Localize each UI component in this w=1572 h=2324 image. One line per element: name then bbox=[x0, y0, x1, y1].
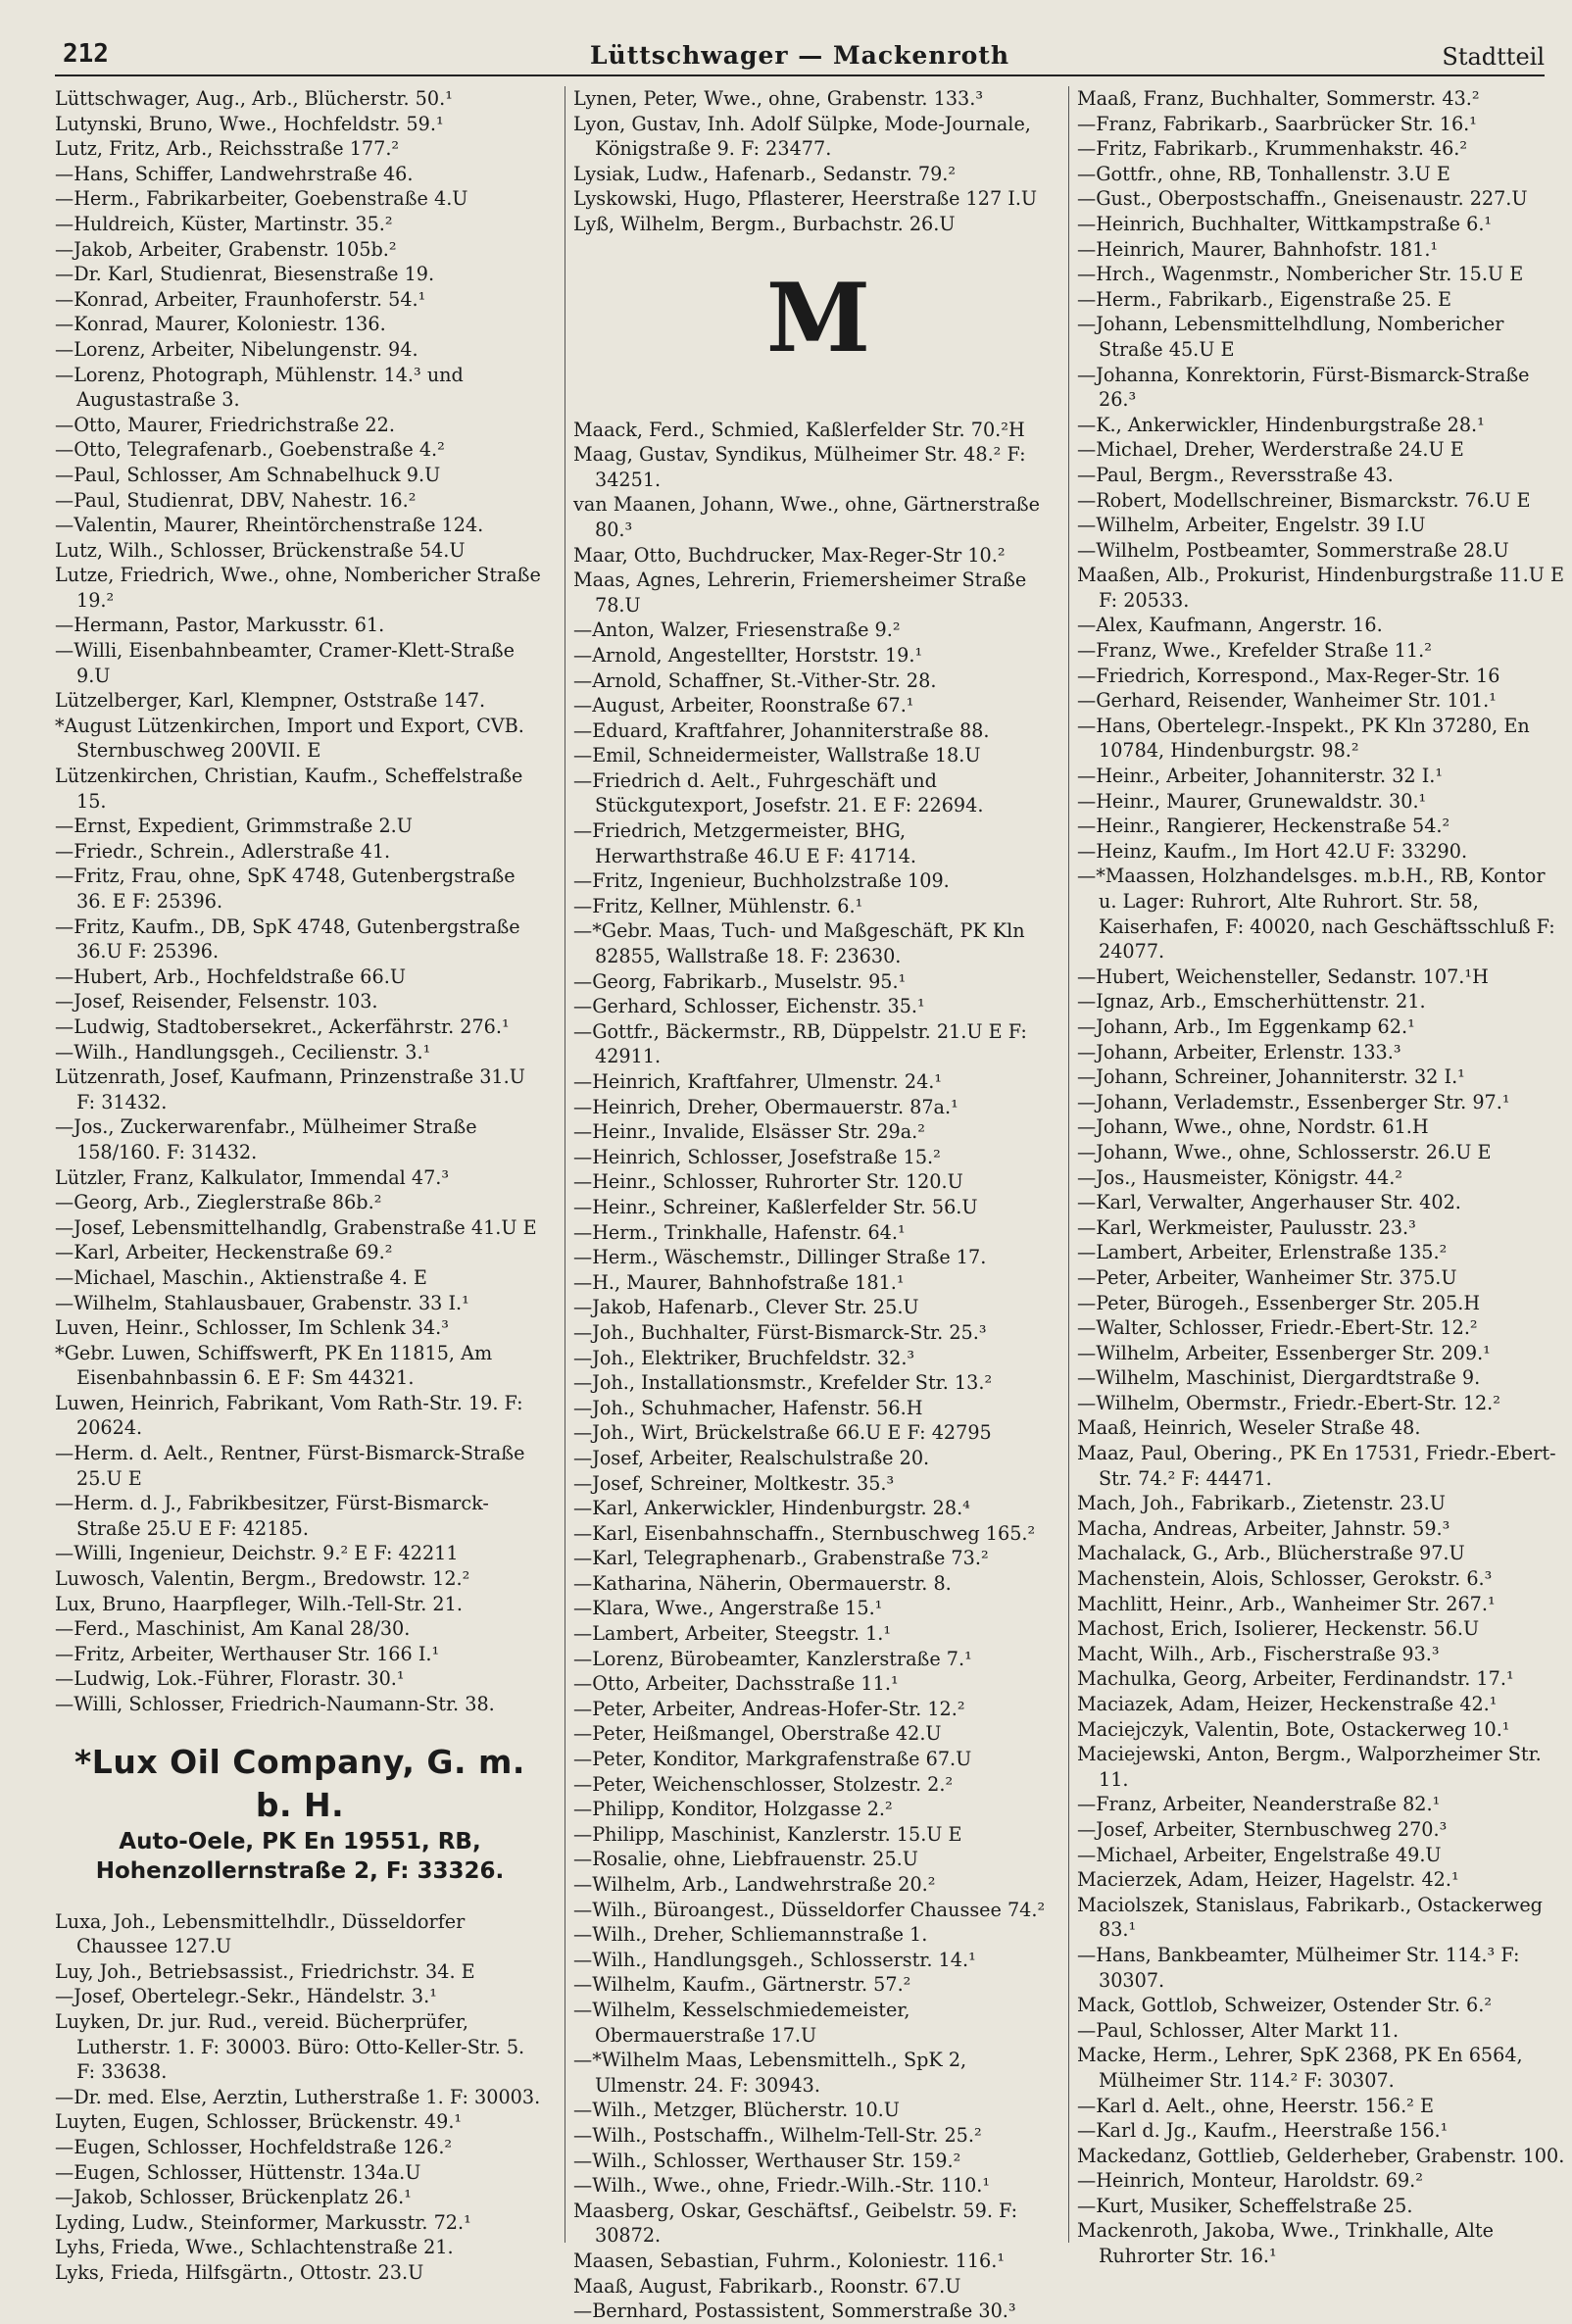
directory-entry: —Wilh., Handlungsgeh., Schlosserstr. 14.¹ bbox=[573, 1948, 976, 1971]
directory-entry: —Hans, Schiffer, Landwehrstraße 46. bbox=[55, 162, 414, 185]
directory-entry: Lyhs, Frieda, Wwe., Schlachtenstraße 21. bbox=[55, 2236, 454, 2259]
directory-entry: —Josef, Arbeiter, Realschulstraße 20. bbox=[573, 1446, 930, 1469]
ad-line-1: Auto-Oele, PK En 19551, RB, bbox=[119, 1828, 481, 1854]
directory-entry: Maack, Ferd., Schmied, Kaßlerfelder Str. 70.²H bbox=[573, 418, 1025, 441]
directory-entry: —Heinr., Maurer, Grunewaldstr. 30.¹ bbox=[1077, 789, 1427, 813]
directory-entry: —Heinrich, Schlosser, Josefstraße 15.² bbox=[573, 1145, 941, 1168]
directory-entry: —Friedrich d. Aelt., Fuhrgeschäft und Stückgutexport, Josefstr. 21. E F: 22694. bbox=[573, 768, 984, 817]
directory-entry: —Johann, Verlademstr., Essenberger Str. 97.¹ bbox=[1077, 1090, 1510, 1113]
directory-entry: —Michael, Maschin., Aktienstraße 4. E bbox=[55, 1265, 427, 1289]
directory-entry: —Karl, Eisenbahnschaffn., Sternbuschweg 165.² bbox=[573, 1521, 1036, 1545]
directory-entry: —Herm. d. Aelt., Rentner, Fürst-Bismarck-Straße 25.U E bbox=[55, 1442, 525, 1490]
directory-entry: —Johann, Wwe., ohne, Schlosserstr. 26.U E bbox=[1077, 1140, 1492, 1163]
directory-entry: —Wilh., Handlungsgeh., Cecilienstr. 3.¹ bbox=[55, 1040, 431, 1063]
directory-entry: —Robert, Modellschreiner, Bismarckstr. 76.U E bbox=[1077, 488, 1531, 512]
directory-entry: —Herm. d. J., Fabrikbesitzer, Fürst-Bismarck-Straße 25.U E F: 42185. bbox=[55, 1492, 489, 1540]
directory-entry: —Josef, Schreiner, Moltkestr. 35.³ bbox=[573, 1471, 895, 1495]
directory-entry: Mack, Gottlob, Schweizer, Ostender Str. 6.² bbox=[1077, 1994, 1493, 2017]
directory-entry: —Jakob, Arbeiter, Grabenstr. 105b.² bbox=[55, 237, 397, 261]
directory-entry: Maasen, Sebastian, Fuhrm., Koloniestr. 116.¹ bbox=[573, 2249, 1006, 2272]
entries-col1-a bbox=[55, 86, 545, 1717]
directory-entry: —Eugen, Schlosser, Hüttenstr. 134a.U bbox=[55, 2160, 421, 2184]
directory-entry: Lyks, Frieda, Hilfsgärtn., Ottostr. 23.U bbox=[55, 2260, 424, 2284]
directory-entry: —Herm., Trinkhalle, Hafenstr. 64.¹ bbox=[573, 1220, 906, 1244]
directory-entry: —Joh., Elektriker, Bruchfeldstr. 32.³ bbox=[573, 1346, 915, 1369]
directory-entry: —Valentin, Maurer, Rheintörchenstraße 124. bbox=[55, 514, 484, 537]
directory-entry: —Heinrich, Dreher, Obermauerstr. 87a.¹ bbox=[573, 1095, 958, 1118]
directory-entry: —Georg, Fabrikarb., Muselstr. 95.¹ bbox=[573, 969, 907, 993]
directory-entry: —Lorenz, Photograph, Mühlenstr. 14.³ und Augustastraße 3. bbox=[55, 363, 464, 412]
directory-entry: —Katharina, Näherin, Obermauerstr. 8. bbox=[573, 1571, 952, 1595]
directory-entry: —Herm., Wäschemstr., Dillinger Straße 17. bbox=[573, 1246, 987, 1269]
directory-entry: —Jos., Hausmeister, Königstr. 44.² bbox=[1077, 1165, 1402, 1189]
directory-entry: —Herm., Fabrikarbeiter, Goebenstraße 4.U bbox=[55, 187, 468, 211]
directory-entry: —Anton, Walzer, Friesenstraße 9.² bbox=[573, 618, 901, 642]
directory-entry: —Fritz, Arbeiter, Werthauser Str. 166 I.¹ bbox=[55, 1642, 440, 1665]
directory-entry: Macke, Herm., Lehrer, SpK 2368, PK En 6564, Mülheimer Str. 114.² F: 30307. bbox=[1077, 2044, 1523, 2092]
directory-entry: —Konrad, Arbeiter, Fraunhoferstr. 54.¹ bbox=[55, 287, 426, 311]
directory-entry: Lützler, Franz, Kalkulator, Immendal 47.³ bbox=[55, 1165, 450, 1189]
directory-entry: —H., Maurer, Bahnhofstraße 181.¹ bbox=[573, 1270, 905, 1294]
directory-entry: —Heinr., Invalide, Elsässer Str. 29a.² bbox=[573, 1120, 925, 1144]
directory-entry: Lutz, Wilh., Schlosser, Brückenstraße 54.U bbox=[55, 538, 466, 562]
directory-entry: —Georg, Arb., Zieglerstraße 86b.² bbox=[55, 1191, 382, 1214]
directory-entry: —Paul, Schlosser, Alter Markt 11. bbox=[1077, 2018, 1400, 2042]
directory-entry: Maag, Gustav, Syndikus, Mülheimer Str. 48.² F: 34251. bbox=[573, 443, 1026, 491]
directory-entry: —Joh., Installationsmstr., Krefelder Str. 13.² bbox=[573, 1371, 993, 1395]
ad-line-2: Hohenzollernstraße 2, F: 33326. bbox=[95, 1857, 505, 1884]
section-label: Stadtteil bbox=[1442, 43, 1545, 71]
directory-entry: —Otto, Telegrafenarb., Goebenstraße 4.² bbox=[55, 438, 445, 462]
directory-entry: —Hermann, Pastor, Markusstr. 61. bbox=[55, 614, 385, 637]
directory-entry: —August, Arbeiter, Roonstraße 67.¹ bbox=[573, 694, 914, 717]
directory-entry: —Johann, Lebensmittelhdlung, Nombericher Straße 45.U E bbox=[1077, 313, 1504, 361]
directory-entry: van Maanen, Johann, Wwe., ohne, Gärtnerstraße 80.³ bbox=[573, 493, 1040, 541]
directory-entry: —Wilh., Postschaffn., Wilhelm-Tell-Str. 25.² bbox=[573, 2123, 982, 2147]
directory-entry: Lützelberger, Karl, Klempner, Oststraße 147. bbox=[55, 689, 486, 713]
directory-entry: Lützenkirchen, Christian, Kaufm., Scheffelstraße 15. bbox=[55, 765, 523, 813]
directory-entry: Lyding, Ludw., Steinformer, Markusstr. 72.¹ bbox=[55, 2210, 471, 2234]
directory-entry: —Lambert, Arbeiter, Steegstr. 1.¹ bbox=[573, 1622, 892, 1646]
page-number: 212 bbox=[63, 39, 109, 69]
directory-entry: —Arnold, Schaffner, St.-Vither-Str. 28. bbox=[573, 668, 937, 692]
directory-entry: —Ludwig, Stadtobersekret., Ackerfährstr. 276.¹ bbox=[55, 1014, 510, 1038]
column-1 bbox=[55, 86, 545, 2284]
directory-entry: Luyken, Dr. jur. Rud., vereid. Bücherprüfer, Lutherstr. 1. F: 30003. Büro: Otto-Keller-Str. 5. F: 33638. bbox=[55, 2009, 525, 2084]
directory-entry: —Heinrich, Kraftfahrer, Ulmenstr. 24.¹ bbox=[573, 1070, 943, 1093]
directory-entry: —Heinz, Kaufm., Im Hort 42.U F: 33290. bbox=[1077, 839, 1468, 863]
directory-entry: —Joh., Buchhalter, Fürst-Bismarck-Str. 25.³ bbox=[573, 1320, 987, 1344]
directory-entry: —Karl, Ankerwickler, Hindenburgstr. 28.⁴ bbox=[573, 1497, 970, 1520]
directory-entry: —Heinr., Arbeiter, Johanniterstr. 32 I.¹ bbox=[1077, 765, 1444, 788]
directory-entry: —Lorenz, Bürobeamter, Kanzlerstraße 7.¹ bbox=[573, 1647, 972, 1670]
directory-entry: —Wilhelm, Obermstr., Friedr.-Ebert-Str. 12.² bbox=[1077, 1391, 1500, 1414]
directory-entry: Maasberg, Oskar, Geschäftsf., Geibelstr. 59. F: 30872. bbox=[573, 2199, 1018, 2248]
directory-entry: —Herm., Fabrikarb., Eigenstraße 25. E bbox=[1077, 287, 1451, 311]
directory-entry: —Ludwig, Lok.-Führer, Florastr. 30.¹ bbox=[55, 1667, 405, 1691]
directory-entry: —Heinrich, Monteur, Haroldstr. 69.² bbox=[1077, 2169, 1423, 2193]
directory-entry: —Kurt, Musiker, Scheffelstraße 25. bbox=[1077, 2194, 1413, 2217]
directory-entry: Lutze, Friedrich, Wwe., ohne, Nombericher Straße 19.² bbox=[55, 564, 541, 612]
directory-entry: —Heinrich, Buchhalter, Wittkampstraße 6.¹ bbox=[1077, 212, 1493, 235]
directory-entry: Luwen, Heinrich, Fabrikant, Vom Rath-Str. 19. F: 20624. bbox=[55, 1391, 523, 1440]
directory-entry: Machost, Erich, Isolierer, Heckenstr. 56.U bbox=[1077, 1617, 1480, 1641]
directory-entry: —Johann, Wwe., ohne, Nordstr. 61.H bbox=[1077, 1115, 1429, 1139]
directory-entry: Maaß, August, Fabrikarb., Roonstr. 67.U bbox=[573, 2274, 961, 2298]
directory-entry: Lyß, Wilhelm, Bergm., Burbachstr. 26.U bbox=[573, 212, 956, 235]
directory-entry: —Dr. med. Else, Aerztin, Lutherstraße 1. F: 30003. bbox=[55, 2085, 541, 2108]
directory-entry: —Fritz, Frau, ohne, SpK 4748, Gutenbergstraße 36. E F: 25396. bbox=[55, 865, 516, 913]
directory-entry: Lüttschwager, Aug., Arb., Blücherstr. 50.¹ bbox=[55, 87, 453, 110]
directory-entry: Machulka, Georg, Arbeiter, Ferdinandstr. 17.¹ bbox=[1077, 1667, 1514, 1691]
directory-entry: —Jakob, Hafenarb., Clever Str. 25.U bbox=[573, 1296, 919, 1319]
directory-entry: —Eugen, Schlosser, Hochfeldstraße 126.² bbox=[55, 2135, 453, 2158]
directory-entry: Lyon, Gustav, Inh. Adolf Sülpke, Mode-Journale, Königstraße 9. F: 23477. bbox=[573, 112, 1031, 161]
directory-entry: Maaß, Franz, Buchhalter, Sommerstr. 43.² bbox=[1077, 87, 1480, 110]
directory-entry: —Friedrich, Korrespond., Max-Reger-Str. 16 bbox=[1077, 664, 1500, 687]
directory-entry: —Konrad, Maurer, Koloniestr. 136. bbox=[55, 313, 386, 336]
directory-entry: —Peter, Arbeiter, Andreas-Hofer-Str. 12.² bbox=[573, 1697, 965, 1720]
directory-entry: —Peter, Arbeiter, Wanheimer Str. 375.U bbox=[1077, 1265, 1457, 1289]
directory-entry: —Josef, Obertelegr.-Sekr., Händelstr. 3.¹ bbox=[55, 1985, 437, 2008]
directory-entry: —Fritz, Kaufm., DB, SpK 4748, Gutenbergstraße 36.U F: 25396. bbox=[55, 915, 520, 964]
directory-entry: —Alex, Kaufmann, Angerstr. 16. bbox=[1077, 614, 1383, 637]
directory-entry: —Hrch., Wagenmstr., Nombericher Str. 15.U E bbox=[1077, 263, 1524, 286]
directory-entry: —Otto, Arbeiter, Dachsstraße 11.¹ bbox=[573, 1672, 899, 1696]
directory-entry: —Philipp, Maschinist, Kanzlerstr. 15.U E bbox=[573, 1822, 962, 1846]
directory-entry: Macha, Andreas, Arbeiter, Jahnstr. 59.³ bbox=[1077, 1516, 1450, 1540]
directory-entry: —Hans, Bankbeamter, Mülheimer Str. 114.³ F: 30307. bbox=[1077, 1943, 1520, 1992]
directory-entry: —Wilhelm, Kesselschmiedemeister, Obermauerstraße 17.U bbox=[573, 1998, 910, 2047]
directory-entry: —Peter, Konditor, Markgrafenstraße 67.U bbox=[573, 1748, 972, 1771]
directory-entry: —Joh., Wirt, Brückelstraße 66.U E F: 42795 bbox=[573, 1421, 992, 1445]
directory-entry: —Lorenz, Arbeiter, Nibelungenstr. 94. bbox=[55, 337, 418, 361]
directory-entry: —Friedrich, Metzgermeister, BHG, Herwarthstraße 46.U E F: 41714. bbox=[573, 819, 917, 867]
directory-entry: *August Lützenkirchen, Import und Export, CVB. Sternbuschweg 200VII. E bbox=[55, 714, 524, 763]
directory-entry: —Michael, Arbeiter, Engelstraße 49.U bbox=[1077, 1843, 1442, 1866]
directory-entry: —Paul, Studienrat, DBV, Nahestr. 16.² bbox=[55, 488, 417, 512]
directory-entry: —Fritz, Kellner, Mühlenstr. 6.¹ bbox=[573, 894, 863, 917]
directory-entry: —Gust., Oberpostschaffn., Gneisenaustr. 227.U bbox=[1077, 187, 1528, 211]
directory-entry: —Karl, Werkmeister, Paulusstr. 23.³ bbox=[1077, 1215, 1416, 1239]
directory-entry: —Heinrich, Maurer, Bahnhofstr. 181.¹ bbox=[1077, 237, 1439, 261]
ad-title: *Lux Oil Company, G. m. b. H. bbox=[74, 1742, 525, 1824]
directory-entry: Lyskowski, Hugo, Pflasterer, Heerstraße 127 I.U bbox=[573, 187, 1038, 211]
directory-entry: —Josef, Lebensmittelhandlg, Grabenstraße 41.U E bbox=[55, 1215, 537, 1239]
directory-entry: —Eduard, Kraftfahrer, Johanniterstraße 88. bbox=[573, 718, 990, 742]
directory-entry: Luven, Heinr., Schlosser, Im Schlenk 34.³ bbox=[55, 1316, 449, 1340]
entries-col2-a bbox=[573, 86, 1063, 237]
directory-entry: Macht, Wilh., Arb., Fischerstraße 93.³ bbox=[1077, 1642, 1440, 1665]
directory-entry: —Wilhelm, Postbeamter, Sommerstraße 28.U bbox=[1077, 538, 1509, 562]
directory-entry: —Gerhard, Reisender, Wanheimer Str. 101.¹ bbox=[1077, 689, 1497, 713]
directory-entry: Luwosch, Valentin, Bergm., Bredowstr. 12.² bbox=[55, 1567, 470, 1591]
directory-entry: —Wilh., Büroangest., Düsseldorfer Chaussee 74.² bbox=[573, 1898, 1046, 1921]
directory-entry: Maaz, Paul, Obering., PK En 17531, Friedr.-Ebert-Str. 74.² F: 44471. bbox=[1077, 1442, 1556, 1490]
directory-entry: —Gerhard, Schlosser, Eichenstr. 35.¹ bbox=[573, 995, 925, 1018]
directory-entry: —Johann, Schreiner, Johanniterstr. 32 I.¹ bbox=[1077, 1065, 1465, 1089]
directory-entry: Lutz, Fritz, Arb., Reichsstraße 177.² bbox=[55, 137, 400, 161]
directory-entry: Maciejczyk, Valentin, Bote, Ostackerweg 10.¹ bbox=[1077, 1717, 1510, 1741]
directory-entry: —Wilh., Dreher, Schliemannstraße 1. bbox=[573, 1923, 928, 1947]
column-2 bbox=[565, 86, 1063, 2323]
page-header bbox=[55, 35, 1545, 76]
directory-entry: —Heinr., Rangierer, Heckenstraße 54.² bbox=[1077, 815, 1450, 838]
directory-entry: —Josef, Arbeiter, Sternbuschweg 270.³ bbox=[1077, 1817, 1448, 1841]
directory-entry: Mackenroth, Jakoba, Wwe., Trinkhalle, Alte Ruhrorter Str. 16.¹ bbox=[1077, 2219, 1494, 2268]
directory-entry: Luyten, Eugen, Schlosser, Brückenstr. 49.¹ bbox=[55, 2110, 463, 2134]
directory-entry: Maciolszek, Stanislaus, Fabrikarb., Ostackerweg 83.¹ bbox=[1077, 1893, 1543, 1942]
section-letter-m: M bbox=[765, 262, 871, 373]
directory-entry: —Wilhelm, Arbeiter, Engelstr. 39 I.U bbox=[1077, 514, 1426, 537]
directory-entry: —Johann, Arbeiter, Erlenstr. 133.³ bbox=[1077, 1040, 1401, 1063]
directory-entry: —Wilh., Wwe., ohne, Friedr.-Wilh.-Str. 110.¹ bbox=[573, 2174, 991, 2198]
directory-entry: —Heinr., Schlosser, Ruhrorter Str. 120.U bbox=[573, 1170, 963, 1194]
directory-entry: —Gottfr., Bäckermstr., RB, Düppelstr. 21.U E F: 42911. bbox=[573, 1019, 1027, 1068]
lux-oil-advertisement bbox=[55, 1741, 545, 1886]
directory-entry: —Karl, Verwalter, Angerhauser Str. 402. bbox=[1077, 1191, 1461, 1214]
directory-entry: —Willi, Eisenbahnbeamter, Cramer-Klett-Straße 9.U bbox=[55, 639, 515, 687]
directory-entry: —Karl, Telegraphenarb., Grabenstraße 73.² bbox=[573, 1547, 989, 1570]
directory-entry: —Hubert, Weichensteller, Sedanstr. 107.¹H bbox=[1077, 964, 1489, 988]
directory-entry: Luy, Joh., Betriebsassist., Friedrichstr. 34. E bbox=[55, 1959, 475, 1983]
directory-entry: —Karl, Arbeiter, Heckenstraße 69.² bbox=[55, 1241, 393, 1264]
directory-entry: —Peter, Bürogeh., Essenberger Str. 205.H bbox=[1077, 1291, 1481, 1314]
directory-entry: —Paul, Bergm., Reversstraße 43. bbox=[1077, 463, 1394, 486]
directory-entry: —Jakob, Schlosser, Brückenplatz 26.¹ bbox=[55, 2186, 412, 2209]
column-3 bbox=[1068, 86, 1565, 2268]
directory-entry: —Joh., Schuhmacher, Hafenstr. 56.H bbox=[573, 1396, 923, 1419]
directory-entry: —Fritz, Fabrikarb., Krummenhakstr. 46.² bbox=[1077, 137, 1468, 161]
directory-entry: —Jos., Zuckerwarenfabr., Mülheimer Straße 158/160. F: 31432. bbox=[55, 1115, 477, 1163]
directory-entry: Mach, Joh., Fabrikarb., Zietenstr. 23.U bbox=[1077, 1492, 1446, 1515]
entries-col3 bbox=[1077, 86, 1565, 2269]
entries-col2-b bbox=[573, 418, 1063, 2324]
directory-entry: —Willi, Ingenieur, Deichstr. 9.² E F: 42211 bbox=[55, 1542, 459, 1565]
directory-entry: —Ferd., Maschinist, Am Kanal 28/30. bbox=[55, 1617, 411, 1641]
directory-entry: —Franz, Wwe., Krefelder Straße 11.² bbox=[1077, 639, 1432, 663]
directory-entry: —Philipp, Konditor, Holzgasse 2.² bbox=[573, 1798, 893, 1821]
directory-entry: —Johann, Arb., Im Eggenkamp 62.¹ bbox=[1077, 1014, 1415, 1038]
directory-entry: Macierzek, Adam, Heizer, Hagelstr. 42.¹ bbox=[1077, 1868, 1459, 1892]
directory-entry: *Gebr. Luwen, Schiffswerft, PK En 11815, Am Eisenbahnbassin 6. E F: Sm 44321. bbox=[55, 1341, 493, 1390]
directory-entry: Machlitt, Heinr., Arb., Wanheimer Str. 267.¹ bbox=[1077, 1592, 1496, 1615]
directory-entry: Lysiak, Ludw., Hafenarb., Sedanstr. 79.² bbox=[573, 162, 957, 185]
directory-entry: Lutynski, Bruno, Wwe., Hochfeldstr. 59.¹ bbox=[55, 112, 444, 135]
directory-entry: —Franz, Arbeiter, Neanderstraße 82.¹ bbox=[1077, 1793, 1441, 1816]
directory-entry: —Ignaz, Arb., Emscherhüttenstr. 21. bbox=[1077, 990, 1426, 1014]
directory-entry: —Hans, Obertelegr.-Inspekt., PK Kln 37280, En 10784, Hindenburgstr. 98.² bbox=[1077, 714, 1530, 763]
directory-entry: —Wilhelm, Stahlausbauer, Grabenstr. 33 I.¹ bbox=[55, 1291, 469, 1314]
directory-entry: —K., Ankerwickler, Hindenburgstraße 28.¹ bbox=[1077, 413, 1485, 436]
directory-entry: —Wilhelm, Kaufm., Gärtnerstr. 57.² bbox=[573, 1973, 911, 1997]
directory-entry: —Peter, Heißmangel, Oberstraße 42.U bbox=[573, 1722, 942, 1746]
directory-entry: —Klara, Wwe., Angerstraße 15.¹ bbox=[573, 1597, 883, 1620]
directory-entry: —Gottfr., ohne, RB, Tonhallenstr. 3.U E bbox=[1077, 162, 1450, 185]
directory-entry: —Paul, Schlosser, Am Schnabelhuck 9.U bbox=[55, 463, 441, 486]
directory-entry: —Karl d. Jg., Kaufm., Heerstraße 156.¹ bbox=[1077, 2119, 1449, 2143]
directory-entry: Maciazek, Adam, Heizer, Heckenstraße 42.¹ bbox=[1077, 1693, 1498, 1715]
directory-entry: —Michael, Dreher, Werderstraße 24.U E bbox=[1077, 438, 1464, 462]
directory-entry: —Otto, Maurer, Friedrichstraße 22. bbox=[55, 413, 395, 436]
directory-entry: Machenstein, Alois, Schlosser, Gerokstr. 6.³ bbox=[1077, 1567, 1493, 1591]
directory-entry: —Ernst, Expedient, Grimmstraße 2.U bbox=[55, 815, 413, 838]
directory-entry: —*Wilhelm Maas, Lebensmittelh., SpK 2, Ulmenstr. 24. F: 30943. bbox=[573, 2049, 967, 2097]
directory-entry: —Hubert, Arb., Hochfeldstraße 66.U bbox=[55, 964, 406, 988]
directory-entry: —Lambert, Arbeiter, Erlenstraße 135.² bbox=[1077, 1241, 1448, 1264]
directory-entry: Maaß, Heinrich, Weseler Straße 48. bbox=[1077, 1416, 1421, 1440]
entries-col1-b bbox=[55, 1909, 545, 2286]
directory-entry: —Rosalie, ohne, Liebfrauenstr. 25.U bbox=[573, 1848, 918, 1871]
directory-entry: Maciejewski, Anton, Bergm., Walporzheimer Str. 11. bbox=[1077, 1743, 1542, 1791]
directory-entry: —Willi, Schlosser, Friedrich-Naumann-Str. 38. bbox=[55, 1693, 495, 1715]
directory-entry: Maaßen, Alb., Prokurist, Hindenburgstraße 11.U E F: 20533. bbox=[1077, 564, 1565, 612]
directory-entry: —Emil, Schneidermeister, Wallstraße 18.U bbox=[573, 744, 981, 767]
directory-entry: —Johanna, Konrektorin, Fürst-Bismarck-Straße 26.³ bbox=[1077, 363, 1530, 412]
directory-entry: Lützenrath, Josef, Kaufmann, Prinzenstraße 31.U F: 31432. bbox=[55, 1065, 525, 1113]
directory-entry: —*Gebr. Maas, Tuch- und Maßgeschäft, PK Kln 82855, Wallstraße 18. F: 23630. bbox=[573, 919, 1025, 968]
directory-entry: —Fritz, Ingenieur, Buchholzstraße 109. bbox=[573, 869, 950, 893]
directory-entry: —Bernhard, Postassistent, Sommerstraße 30.³ bbox=[573, 2299, 1016, 2323]
directory-entry: Luxa, Joh., Lebensmittelhdlr., Düsseldorfer Chaussee 127.U bbox=[55, 1909, 466, 1958]
directory-entry: —Josef, Reisender, Felsenstr. 103. bbox=[55, 990, 378, 1014]
directory-entry: Lynen, Peter, Wwe., ohne, Grabenstr. 133.³ bbox=[573, 87, 984, 110]
directory-entry: —Wilh., Metzger, Blücherstr. 10.U bbox=[573, 2099, 900, 2122]
directory-entry: —Wilhelm, Maschinist, Diergardtstraße 9. bbox=[1077, 1366, 1481, 1390]
directory-entry: Maas, Agnes, Lehrerin, Friemersheimer Straße 78.U bbox=[573, 569, 1027, 617]
directory-entry: —Huldreich, Küster, Martinstr. 35.² bbox=[55, 212, 393, 235]
directory-entry: —Friedr., Schrein., Adlerstraße 41. bbox=[55, 839, 391, 863]
directory-entry: —Wilhelm, Arb., Landwehrstraße 20.² bbox=[573, 1873, 936, 1896]
directory-entry: —Heinr., Schreiner, Kaßlerfelder Str. 56.U bbox=[573, 1195, 978, 1218]
directory-entry: —Wilhelm, Arbeiter, Essenberger Str. 209.¹ bbox=[1077, 1341, 1491, 1364]
directory-entry: —*Maassen, Holzhandelsges. m.b.H., RB, Kontor u. Lager: Ruhrort, Alte Ruhrort. Str. 58, Kaiserhafen, F: 40020, nach Geschäftsschluß F: 24077. bbox=[1077, 865, 1555, 964]
directory-entry: Machalack, G., Arb., Blücherstraße 97.U bbox=[1077, 1542, 1465, 1565]
directory-entry: Lux, Bruno, Haarpfleger, Wilh.-Tell-Str. 21. bbox=[55, 1592, 463, 1615]
directory-entry: —Dr. Karl, Studienrat, Biesenstraße 19. bbox=[55, 263, 435, 286]
directory-entry: —Franz, Fabrikarb., Saarbrücker Str. 16.¹ bbox=[1077, 112, 1477, 135]
directory-entry: —Wilh., Schlosser, Werthauser Str. 159.² bbox=[573, 2149, 961, 2172]
directory-entry: Maar, Otto, Buchdrucker, Max-Reger-Str 10.² bbox=[573, 543, 1006, 567]
directory-entry: —Peter, Weichenschlosser, Stolzestr. 2.² bbox=[573, 1772, 954, 1796]
page-range-title: Lüttschwager — Mackenroth bbox=[589, 41, 1010, 70]
directory-entry: Mackedanz, Gottlieb, Gelderheber, Grabenstr. 100. bbox=[1077, 2144, 1565, 2167]
directory-entry: —Walter, Schlosser, Friedr.-Ebert-Str. 12.² bbox=[1077, 1316, 1478, 1340]
directory-entry: —Karl d. Aelt., ohne, Heerstr. 156.² E bbox=[1077, 2094, 1434, 2117]
directory-entry: —Arnold, Angestellter, Horststr. 19.¹ bbox=[573, 643, 923, 667]
